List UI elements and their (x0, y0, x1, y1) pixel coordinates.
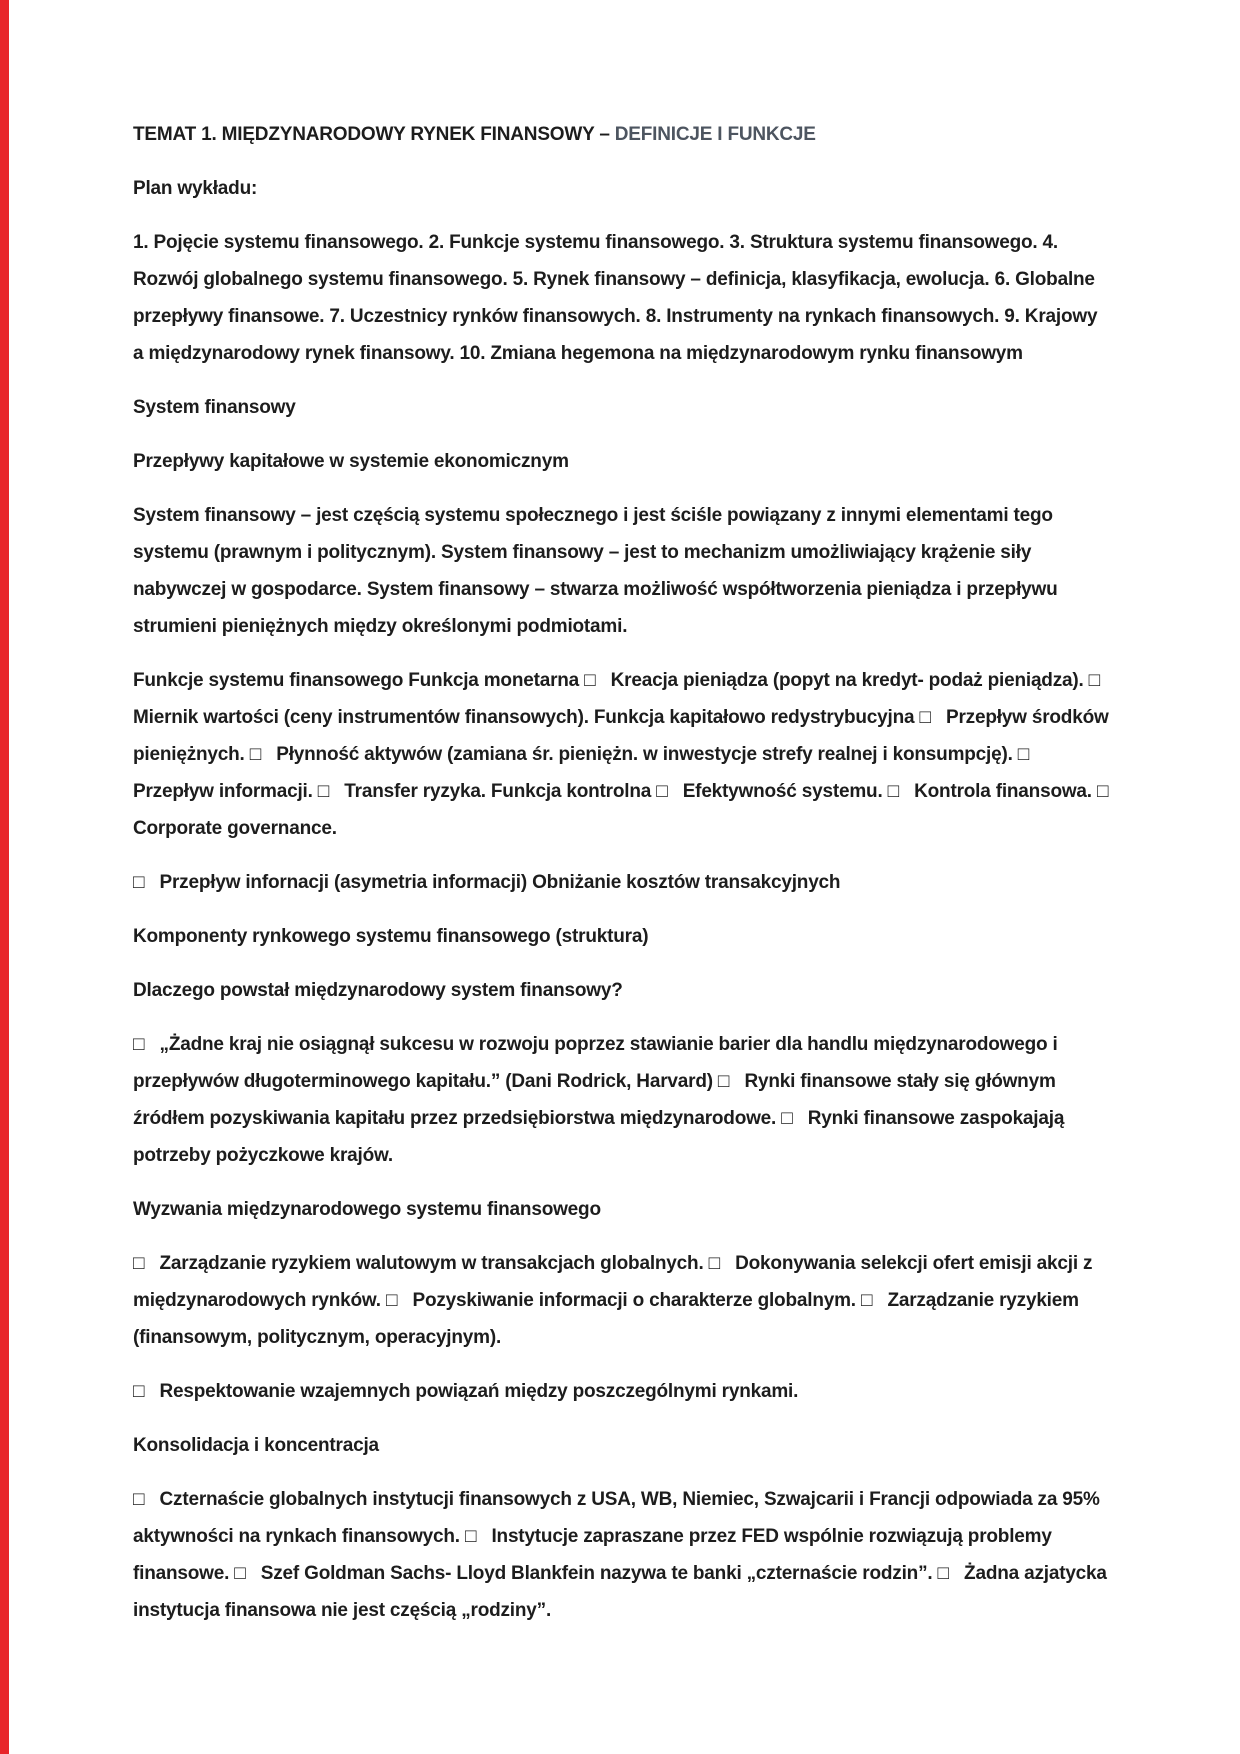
paragraph-wyzwania: □ Zarządzanie ryzykiem walutowym w transakcjach globalnych. □ Dokonywania selekcji ofert emisji akcji z międzynarodowych rynków. □ Pozyskiwanie informacji o charakterze globalnym. □ Zarządzanie ryzykiem (finansowym, politycznym, operacyjnym). (133, 1253, 1098, 1348)
lecture-outline-paragraph: 1. Pojęcie systemu finansowego. 2. Funkcje systemu finansowego. 3. Struktura systemu finansowego. 4. Rozwój globalnego systemu finansowego. 5. Rynek finansowy – definicja, klasyfikacja, ewolucja. 6. Globalne przepływy finansowe. 7. Uczestnicy rynków finansowych. 8. Instrumenty na rynkach finansowych. 9. Krajowy a międzynarodowy rynek finansowy. 10. Zmiana hegemona na międzynarodowym rynku finansowym (133, 232, 1103, 364)
document-page (133, 116, 1124, 1646)
paragraph-konsolidacja: □ Czternaście globalnych instytucji finansowych z USA, WB, Niemiec, Szwajcarii i Francji odpowiada za 95% aktywności na rynkach finansowych. □ Instytucje zapraszane przez FED wspólnie rozwiązują problemy finansowe. □ Szef Goldman Sachs- Lloyd Blankfein nazywa te banki „czternaście rodzin”. □ Żadna azjatycka instytucja finansowa nie jest częścią „rodziny”. (133, 1489, 1112, 1621)
page-title-main: TEMAT 1. MIĘDZYNARODOWY RYNEK FINANSOWY – (133, 124, 615, 145)
page-title (133, 116, 1111, 153)
heading-wyzwania: Wyzwania międzynarodowego systemu finansowego (133, 1199, 601, 1220)
heading-dlaczego-powstal: Dlaczego powstał międzynarodowy system finansowy? (133, 980, 623, 1001)
heading-system-finansowy: System finansowy (133, 397, 296, 418)
heading-konsolidacja: Konsolidacja i koncentracja (133, 1435, 379, 1456)
paragraph-respektowanie: □ Respektowanie wzajemnych powiązań między poszczególnymi rynkami. (133, 1381, 799, 1402)
paragraph-definicje-systemu: System finansowy – jest częścią systemu społecznego i jest ściśle powiązany z innymi elementami tego systemu (prawnym i politycznym). System finansowy – jest to mechanizm umożliwiający krążenie siły nabywczej w gospodarce. System finansowy – stwarza możliwość współtworzenia pieniądza i przepływu strumieni pieniężnych między określonymi podmiotami. (133, 505, 1063, 637)
left-accent-stripe (0, 0, 9, 1754)
paragraph-funkcje-systemu: Funkcje systemu finansowego Funkcja monetarna □ Kreacja pieniądza (popyt na kredyt- podaż pieniądza). □ Miernik wartości (ceny instrumentów finansowych). Funkcja kapitałowo redystrybucyjna □ Przepływ środków pieniężnych. □ Płynność aktywów (zamiana śr. pieniężn. w inwestycje strefy realnej i konsumpcję). □ Przepływ informacji. □ Transfer ryzyka. Funkcja kontrolna □ Efektywność systemu. □ Kontrola finansowa. □ Corporate governance. (133, 670, 1124, 839)
paragraph-przeplyw-informacji: □ Przepływ infornacji (asymetria informacji) Obniżanie kosztów transakcyjnych (133, 872, 841, 893)
heading-przeplywy-kapitalowe: Przepływy kapitałowe w systemie ekonomicznym (133, 451, 569, 472)
paragraph-geneza-systemu: □ „Żadne kraj nie osiągnął sukcesu w rozwoju poprzez stawianie barier dla handlu międzynarodowego i przepływów długoterminowego kapitału.” (Dani Rodrick, Harvard) □ Rynki finansowe stały się głównym źródłem pozyskiwania kapitału przez przedsiębiorstwa międzynarodowe. □ Rynki finansowe zaspokajają potrzeby pożyczkowe krajów. (133, 1034, 1070, 1166)
page-title-secondary: DEFINICJE I FUNKCJE (614, 124, 816, 145)
heading-komponenty: Komponenty rynkowego systemu finansowego (struktura) (133, 926, 649, 947)
plan-wykladu-label: Plan wykładu: (133, 178, 258, 199)
